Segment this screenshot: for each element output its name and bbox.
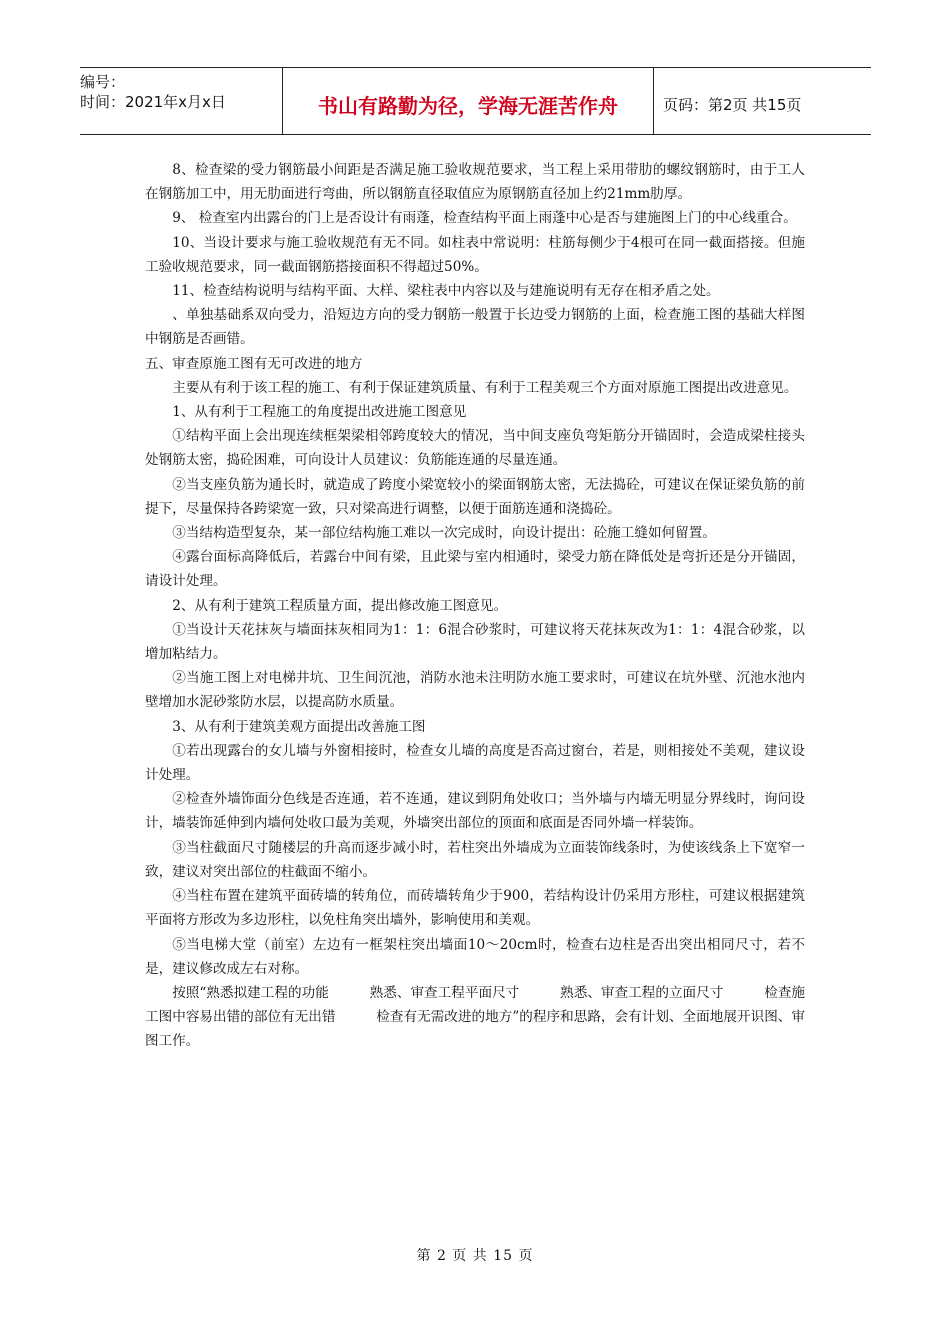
paragraph: ②检查外墙饰面分色线是否连通，若不连通，建议到阴角处收口；当外墙与内墙无明显分界线时，询问设计，墙装饰延伸到内墙何处收口最为美观，外墙突出部位的顶面和底面是否同外墙一样装饰。: [145, 791, 805, 832]
page-header: [80, 67, 871, 135]
subsection-heading: 1、从有利于工程施工的角度提出改进施工图意见: [172, 404, 467, 421]
header-divider: [653, 68, 654, 134]
paragraph: ①结构平面上会出现连续框架梁相邻跨度较大的情况，当中间支座负弯矩筋分开锚固时，会造成梁柱接头处钢筋太密，捣砼困难，可向设计人员建议：负筋能连通的尽量连通。: [145, 428, 805, 469]
paragraph: 按照“熟悉拟建工程的功能 熟悉、审查工程平面尺寸 熟悉、审查工程的立面尺寸 检查施工图中容易出错的部位有无出错 检查有无需改进的地方”的程序和思路，会有计划、全面地展开识图、审图工作。: [145, 984, 805, 1050]
header-page-info: 页码：第2页 共15页: [663, 95, 802, 114]
subsection-heading: 3、从有利于建筑美观方面提出改善施工图: [172, 718, 426, 735]
paragraph: ①当设计天花抹灰与墙面抹灰相同为1：1：6混合砂浆时，可建议将天花抹灰改为1：1：4混合砂浆，以增加粘结力。: [145, 621, 805, 663]
header-motto: 书山有路勤为径，学海无涯苦作舟: [318, 93, 618, 118]
paragraph: 8、检查梁的受力钢筋最小间距是否满足施工验收规范要求，当工程上采用带肋的螺纹钢筋时，由于工人在钢筋加工中，用无肋面进行弯曲，所以钢筋直径取值应为原钢筋直径加上约21mm肋厚。: [145, 162, 805, 203]
document-body: [145, 158, 805, 1054]
paragraph: ④露台面标高降低后，若露台中间有梁，且此梁与室内相通时，梁受力筋在降低处是弯折还是分开锚固，请设计处理。: [145, 549, 805, 590]
paragraph: ③当柱截面尺寸随楼层的升高而逐步减小时，若柱突出外墙成为立面装饰线条时，为使该线条上下宽窄一致，建议对突出部位的柱截面不缩小。: [145, 839, 805, 880]
paragraph: 11、检查结构说明与结构平面、大样、梁柱表中内容以及与建施说明有无存在相矛盾之处。: [172, 283, 720, 300]
paragraph: 、单独基础系双向受力，沿短边方向的受力钢筋一般置于长边受力钢筋的上面，检查施工图的基础大样图中钢筋是否画错。: [145, 307, 805, 348]
header-meta: [80, 68, 282, 134]
section-heading: 五、审查原施工图有无可改进的地方: [145, 355, 363, 372]
paragraph: 10、当设计要求与施工验收规范有无不同。如柱表中常说明：柱筋每侧少于4根可在同一截面搭接。但施工验收规范要求，同一截面钢筋搭接面积不得超过50%。: [145, 234, 805, 275]
paragraph: ④当柱布置在建筑平面砖墙的转角位，而砖墙转角少于900，若结构设计仍采用方形柱，可建议根据建筑平面将方形改为多边形柱，以免柱角突出墙外，影响使用和美观。: [145, 888, 805, 929]
paragraph: ①若出现露台的女儿墙与外窗相接时，检查女儿墙的高度是否高过窗台，若是，则相接处不美观，建议设计处理。: [145, 742, 805, 784]
document-date: 时间：2021年x月x日: [80, 93, 226, 111]
document-number-label: 编号：: [80, 73, 126, 91]
paragraph: 9、 检查室内出露台的门上是否设计有雨蓬，检查结构平面上雨蓬中心是否与建施图上门的中心线重合。: [172, 210, 797, 227]
paragraph: ②当支座负筋为通长时，就造成了跨度小梁宽较小的梁面钢筋太密，无法捣砼，可建议在保证梁负筋的前提下，尽量保持各跨梁宽一致，只对梁高进行调整，以便于面筋连通和浇捣砼。: [145, 476, 805, 517]
page-footer: 第 2 页 共 15 页: [416, 1248, 534, 1264]
subsection-heading: 2、从有利于建筑工程质量方面，提出修改施工图意见。: [172, 597, 508, 614]
paragraph: ③当结构造型复杂，某一部位结构施工难以一次完成时，向设计提出：砼施工缝如何留置。: [172, 525, 716, 542]
paragraph: 主要从有利于该工程的施工、有利于保证建筑质量、有利于工程美观三个方面对原施工图提出改进意见。: [172, 379, 798, 396]
paragraph: ⑤当电梯大堂（前室）左边有一框架柱突出墙面10～20cm时，检查右边柱是否出突出相同尺寸，若不是，建议修改成左右对称。: [145, 936, 805, 977]
paragraph: ②当施工图上对电梯井坑、卫生间沉池，消防水池未注明防水施工要求时，可建议在坑外壁、沉池水池内壁增加水泥砂浆防水层，以提高防水质量。: [145, 670, 805, 711]
